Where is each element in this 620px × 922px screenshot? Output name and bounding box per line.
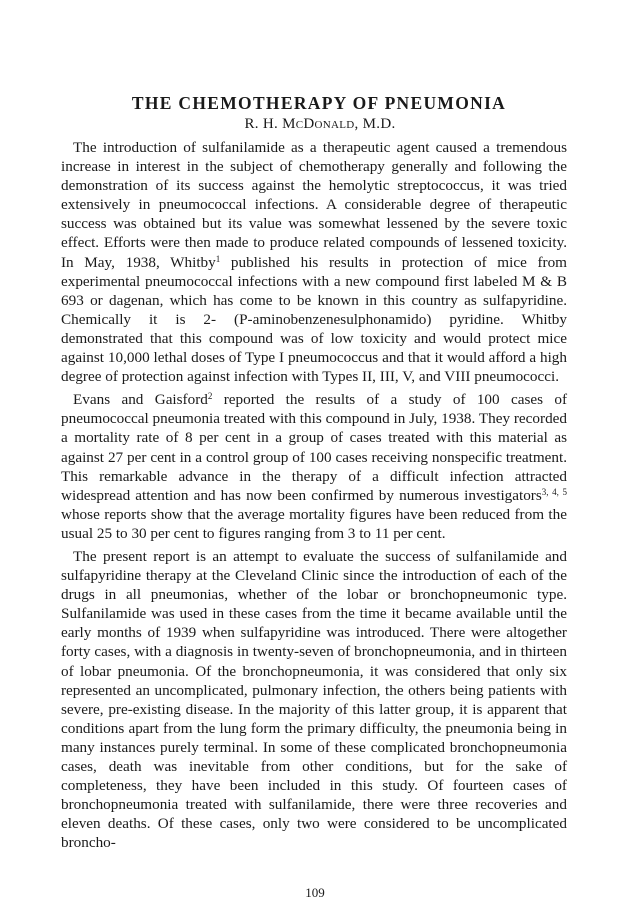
paragraph-2-text-b: reported the results of a study of 100 cases of pneumococcal pneumonia treated with this compound in July, 1938. They recorded a mortality rate of 8 per cent in a group of cases treated with this material as against 27 per cent in a control group of 100 cases receiving nonspecific treatment. This remarkable advance in the therapy of a difficult infection attracted widespread attention and has now been confirmed by numerous investigators: [61, 391, 567, 504]
paragraph-1: [61, 138, 567, 386]
article-title: THE CHEMOTHERAPY OF PNEUMONIA: [131, 93, 507, 113]
paragraph-3-text: The present report is an attempt to evaluate the success of sulfanilamide and sulfapyridine therapy at the Cleveland Clinic since the introduction of each of the drugs in all pneumonias, whether of the lobar or bronchopneumonic type. Sulfanilamide was used in these cases from the time it became available until the early months of 1939 when sulfapyridine was introduced. There were altogether forty cases, with a diagnosis in twenty-seven of bronchopneumonia, and in thirteen of lobar pneumonia. Of the bronchopneumonia, it was considered that only six represented an uncomplicated, pulmonary infection, the others being patients with severe, pre-existing disease. In the majority of this latter group, it is apparent that conditions apart from the lung form the primary difficulty, the pneumonia being in many instances purely terminal. In some of these complicated bronchopneumonia cases, death was inevitable from other conditions, but for the sake of completeness, they have been included in this study. Of fourteen cases of bronchopneumonia treated with sulfanilamide, there were three recoveries and eleven deaths. Of these cases, only two were considered to be uncomplicated broncho-: [61, 547, 567, 852]
footnote-ref-2: 2: [207, 391, 213, 402]
author-name-smallcaps: cDonald: [295, 116, 355, 132]
author-name-suffix: , M.D.: [354, 116, 396, 132]
footnote-ref-1: 1: [215, 253, 221, 264]
paragraph-1-text-a: The introduction of sulfanilamide as a therapeutic agent caused a tremendous increase in interest in the subject of chemotherapy generally and following the demonstration of its success against the hemolytic streptococcus, it was tried extensively in pneumococcal infections. A considerable degree of therapeutic success was obtained but its value was somewhat lessened by the severe toxic effect. Efforts were then made to produce related compounds of lessened toxicity. In May, 1938, Whitby: [61, 139, 567, 271]
author-line: [73, 114, 567, 134]
paragraph-2: [61, 390, 567, 543]
paragraph-1-text-b: published his results in protection of mice from experimental pneumococcal infections with a new compound first labeled M & B 693 or dagenan, which has come to be known in this country as sulfapyridine. Chemically it is 2- (P-aminobenzenesulphonamido) pyridine. Whitby demonstrated that this compound was of low toxicity and would protect mice against 10,000 lethal doses of Type I pneumococcus and that it would afford a high degree of protection against infection with Types II, III, V, and VIII pneumococci.: [61, 253, 567, 386]
author-name-prefix: R. H. M: [244, 116, 296, 132]
footnote-ref-3-4-5: 3, 4, 5: [541, 486, 567, 497]
page-number: 109: [305, 885, 325, 900]
paragraph-3: [61, 547, 567, 853]
paragraph-2-text-c: whose reports show that the average mortality figures have been reduced from the usual 25 to 30 per cent to figures ranging from 3 to 11 per cent.: [61, 505, 567, 542]
paragraph-2-text-a: Evans and Gaisford: [73, 391, 208, 409]
